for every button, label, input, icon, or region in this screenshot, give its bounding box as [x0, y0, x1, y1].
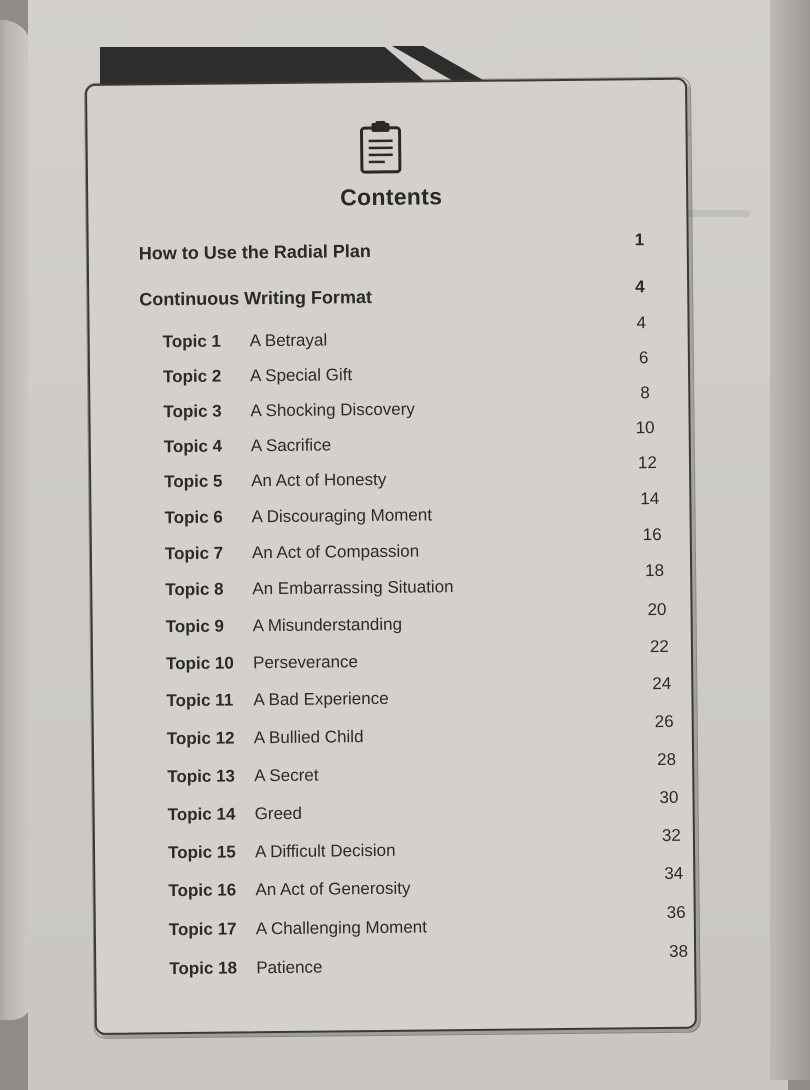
topic-number: Topic 7 — [165, 544, 223, 565]
topic-row — [163, 327, 643, 356]
topic-row — [163, 362, 643, 391]
topic-page-number: 18 — [645, 561, 664, 581]
topic-number: Topic 15 — [168, 842, 236, 863]
topic-title: A Difficult Decision — [255, 841, 396, 862]
topic-row — [164, 503, 644, 532]
next-page-edge — [770, 0, 810, 1080]
topic-title: A Sacrifice — [251, 435, 332, 456]
topic-title: A Misunderstanding — [253, 615, 403, 637]
topic-number: Topic 2 — [163, 367, 221, 388]
section-page-number: 4 — [635, 277, 645, 297]
topic-number: Topic 10 — [166, 653, 234, 674]
topic-row — [168, 838, 648, 867]
topic-number: Topic 6 — [164, 508, 222, 529]
topic-page-number: 32 — [662, 826, 681, 846]
topic-row — [165, 539, 645, 568]
topic-row — [169, 915, 649, 944]
topic-title: A Discouraging Moment — [251, 505, 432, 527]
topic-page-number: 4 — [636, 313, 646, 333]
topic-row — [166, 649, 646, 678]
topic-number: Topic 9 — [166, 617, 224, 638]
topic-row — [168, 876, 648, 905]
topic-number: Topic 1 — [163, 332, 221, 353]
topic-row — [166, 612, 646, 641]
topic-title: A Betrayal — [250, 330, 328, 351]
topic-page-number: 10 — [636, 418, 655, 438]
topic-title: Perseverance — [253, 652, 358, 673]
topic-page-number: 6 — [639, 348, 649, 368]
topic-number: Topic 8 — [165, 580, 223, 601]
topic-row — [169, 954, 649, 983]
topic-title: A Bad Experience — [253, 689, 388, 710]
topic-page-number: 8 — [640, 383, 650, 403]
topic-number: Topic 17 — [169, 919, 237, 940]
section-continuous-writing: Continuous Writing Format — [139, 284, 639, 310]
topic-row — [167, 724, 647, 753]
topic-title: A Bullied Child — [254, 727, 364, 748]
clipboard-icon — [357, 121, 404, 175]
topic-row — [168, 800, 648, 829]
topic-title: A Special Gift — [250, 365, 352, 386]
topic-title: An Act of Generosity — [255, 879, 410, 901]
topic-page-number: 30 — [659, 788, 678, 808]
topic-title: An Act of Compassion — [252, 542, 419, 564]
topic-number: Topic 4 — [164, 437, 222, 458]
topic-title: A Shocking Discovery — [250, 400, 415, 422]
topic-row — [166, 686, 646, 715]
topic-page-number: 26 — [655, 712, 674, 732]
topic-title: Patience — [256, 958, 322, 979]
topic-title: An Embarrassing Situation — [252, 577, 453, 599]
topic-number: Topic 13 — [167, 766, 235, 787]
topic-number: Topic 16 — [168, 880, 236, 901]
topic-row — [167, 762, 647, 791]
topic-page-number: 34 — [664, 864, 683, 884]
topic-page-number: 22 — [650, 637, 669, 657]
topic-page-number: 14 — [640, 489, 659, 509]
topic-row — [164, 467, 644, 496]
topic-page-number: 36 — [667, 903, 686, 923]
topic-page-number: 38 — [669, 942, 688, 962]
topic-title: Greed — [255, 804, 302, 824]
topic-title: A Challenging Moment — [256, 917, 427, 939]
topic-title: A Secret — [254, 766, 318, 787]
topic-page-number: 28 — [657, 750, 676, 770]
topic-row — [163, 397, 643, 426]
topic-page-number: 20 — [647, 600, 666, 620]
topic-number: Topic 11 — [166, 690, 233, 711]
section-page-number: 1 — [635, 230, 645, 250]
topic-number: Topic 18 — [169, 958, 237, 979]
topic-number: Topic 12 — [167, 728, 235, 749]
topic-number: Topic 3 — [163, 402, 221, 423]
topic-page-number: 24 — [652, 674, 671, 694]
topic-number: Topic 5 — [164, 472, 222, 493]
topic-title: An Act of Honesty — [251, 470, 386, 491]
section-radial-plan: How to Use the Radial Plan — [139, 238, 639, 264]
topic-row — [164, 432, 644, 461]
topic-page-number: 16 — [643, 525, 662, 545]
contents-card — [85, 78, 697, 1035]
topic-page-number: 12 — [638, 453, 657, 473]
topic-number: Topic 14 — [168, 804, 236, 825]
topic-row — [165, 575, 645, 604]
contents-title: Contents — [88, 181, 694, 214]
